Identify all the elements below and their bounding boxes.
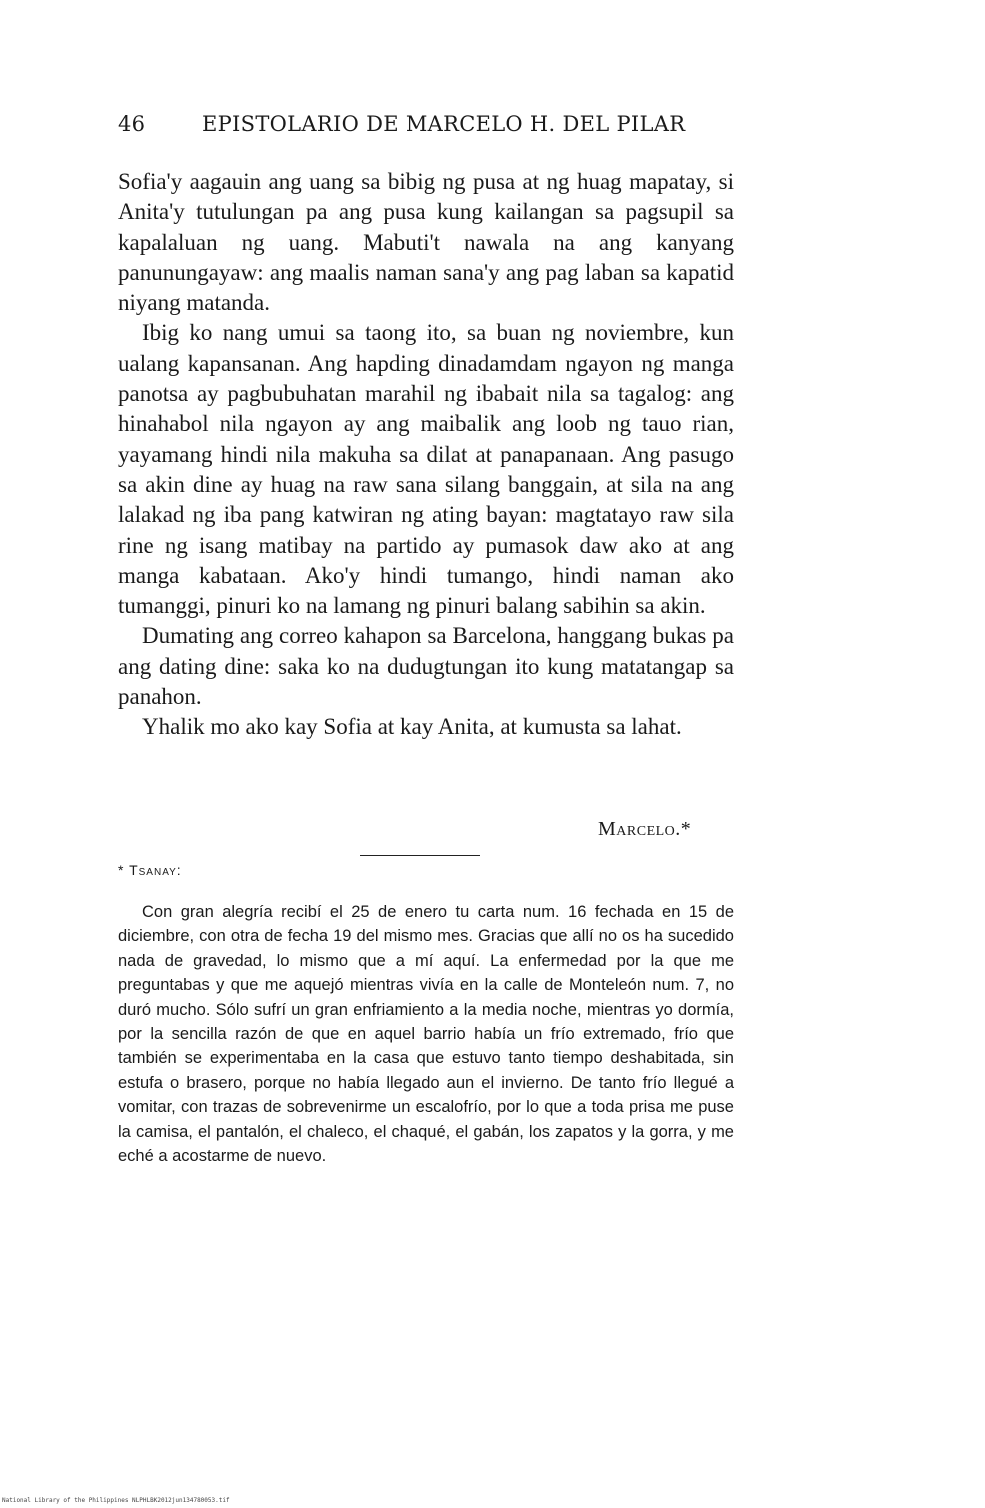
- footnote: [118, 900, 734, 1168]
- running-title: EPISTOLARIO DE MARCELO H. DEL PILAR: [202, 112, 686, 136]
- paragraph-3: Dumating ang correo kahapon sa Barcelona, hanggang bukas pa ang dating dine: saka ko na dudugtungan ito kung matatangap sa panahon.: [118, 623, 734, 710]
- scan-footer: National Library of the Philippines NLPHLBK2012jun134780053.tif: [2, 1497, 230, 1504]
- paragraph-4: Yhalik mo ako kay Sofia at kay Anita, at kumusta sa lahat.: [142, 714, 682, 740]
- footnote-text: Con gran alegría recibí el 25 de enero tu carta num. 16 fechada en 15 de diciembre, con otra de fecha 19 del mismo mes. Gracias que allí no os ha sucedido nada de gravedad, lo mismo que a mí aquí. La enfermedad por la que me preguntabas y que me aquejó mientras vivía en la calle de Monteleón num. 7, no duró mucho. Sólo sufrí un gran enfriamiento a la media noche, mientras yo dormía, por la sencilla razón de que en aquel barrio había un frío extremado, frío que también se experimentaba en la casa que estuvo tanto tiempo deshabitada, sin estufa o brasero, porque no había llegado aun el invierno. De tanto frío llegué a vomitar, con trazas de sobrevenirme un escalofrío, por lo que a toda prisa me puse la camisa, el pantalón, el chaleco, el chaqué, el gabán, los zapatos y la gorra, y me eché a acostarme de nuevo.: [118, 903, 734, 1166]
- footnote-divider: [360, 855, 480, 856]
- signature: Marcelo.*: [598, 818, 692, 840]
- footnote-label: * Tsanay:: [118, 862, 182, 878]
- page-header: [118, 112, 738, 142]
- paragraph-2: Ibig ko nang umui sa taong ito, sa buan ng noviembre, kun ualang kapansanan. Ang hapding dinadamdam ngayon ng manga panotsa ay pagbubuhatan marahil ng ibabait nila sa tagalog: ang hinahabol nila ngayon ay ang maibalik ang loob ng tauo rian, yayamang hindi nila makuha sa dilat at panapanaan. Ang pasugo sa akin dine ay huag na raw sana silang banggain, at sila na ang lalakad ng iba pang katwiran ng ating bayan: magtatayo raw sila rine ng isang matibay na partido ay pumasok daw ako at ang manga kabataan. Ako'y hindi tumango, hindi naman ako tumanggi, pinuri ko na lamang ng pinuri balang sabihin sa akin.: [118, 320, 734, 619]
- letter-body: [118, 167, 734, 743]
- paragraph-1: Sofia'y aagauin ang uang sa bibig ng pusa at ng huag mapatay, si Anita'y tutulungan pa ang pusa kung kailangan sa pagsupil sa kapalaluan ng uang. Mabuti't nawala na ang kanyang panunungayaw: ang maalis naman sana'y ang pag laban sa kapatid niyang matanda.: [118, 169, 734, 316]
- page-number: 46: [118, 112, 146, 136]
